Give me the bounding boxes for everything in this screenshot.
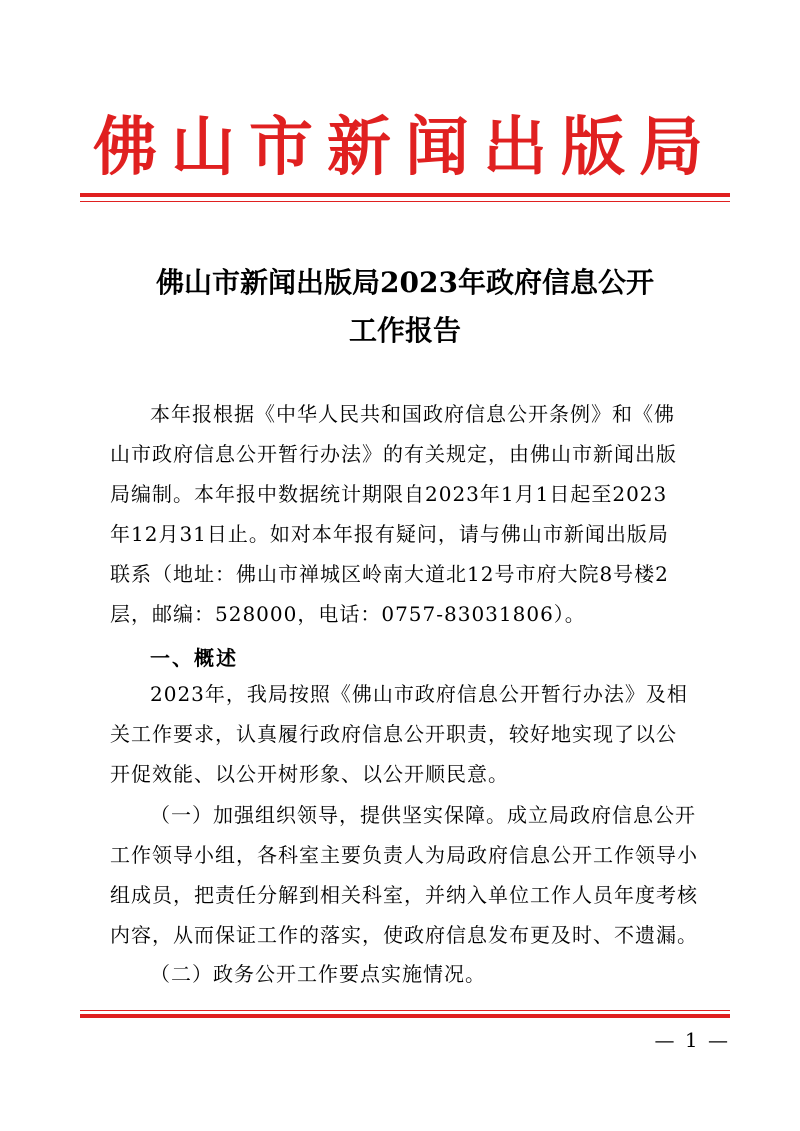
paragraph-line: 层，邮编：528000，电话：0757-83031806）。 <box>110 602 586 626</box>
page-number: — 1 — <box>654 1028 730 1052</box>
paragraph-line: 关工作要求，认真履行政府信息公开职责，较好地实现了以公 <box>110 722 677 746</box>
paragraph-line: 年12月31日止。如对本年报有疑问，请与佛山市新闻出版局 <box>110 522 669 546</box>
paragraph-line: （二）政务公开工作要点实施情况。 <box>150 962 486 986</box>
document-title-line-2: 工作报告 <box>348 314 461 347</box>
paragraph-line: 2023年，我局按照《佛山市政府信息公开暂行办法》及相 <box>150 682 688 706</box>
footer-rule-thin <box>80 1010 730 1011</box>
document-title-line-1: 佛山市新闻出版局2023年政府信息公开 <box>156 266 654 299</box>
section-heading-overview: 一、概述 <box>150 646 238 670</box>
paragraph-line: 组成员，把责任分解到相关科室，并纳入单位工作人员年度考核 <box>110 883 698 907</box>
footer-rule-thick <box>80 1014 730 1018</box>
paragraph-line: 工作领导小组，各科室主要负责人为局政府信息公开工作领导小 <box>110 843 698 867</box>
paragraph-line: 山市政府信息公开暂行办法》的有关规定，由佛山市新闻出版 <box>110 442 677 466</box>
subsection-2-paragraph <box>110 954 710 994</box>
letterhead-title: 佛山市新闻出版局 <box>93 110 717 185</box>
paragraph-line: 联系（地址：佛山市禅城区岭南大道北12号市府大院8号楼2 <box>110 562 669 586</box>
letterhead-rule-thin <box>80 201 730 202</box>
paragraph-line: 局编制。本年报中数据统计期限自2023年1月1日起至2023 <box>110 482 668 506</box>
overview-paragraph <box>110 674 710 794</box>
paragraph-line: 开促效能、以公开树形象、以公开顺民意。 <box>110 762 509 786</box>
letterhead-rule-thick <box>80 193 730 197</box>
subsection-1-paragraph <box>110 795 710 955</box>
paragraph-line: 内容，从而保证工作的落实，使政府信息发布更及时、不遗漏。 <box>110 923 698 947</box>
paragraph-line: （一）加强组织领导，提供坚实保障。成立局政府信息公开 <box>150 803 696 827</box>
paragraph-line: 本年报根据《中华人民共和国政府信息公开条例》和《佛 <box>150 402 675 426</box>
intro-paragraph <box>110 394 710 634</box>
